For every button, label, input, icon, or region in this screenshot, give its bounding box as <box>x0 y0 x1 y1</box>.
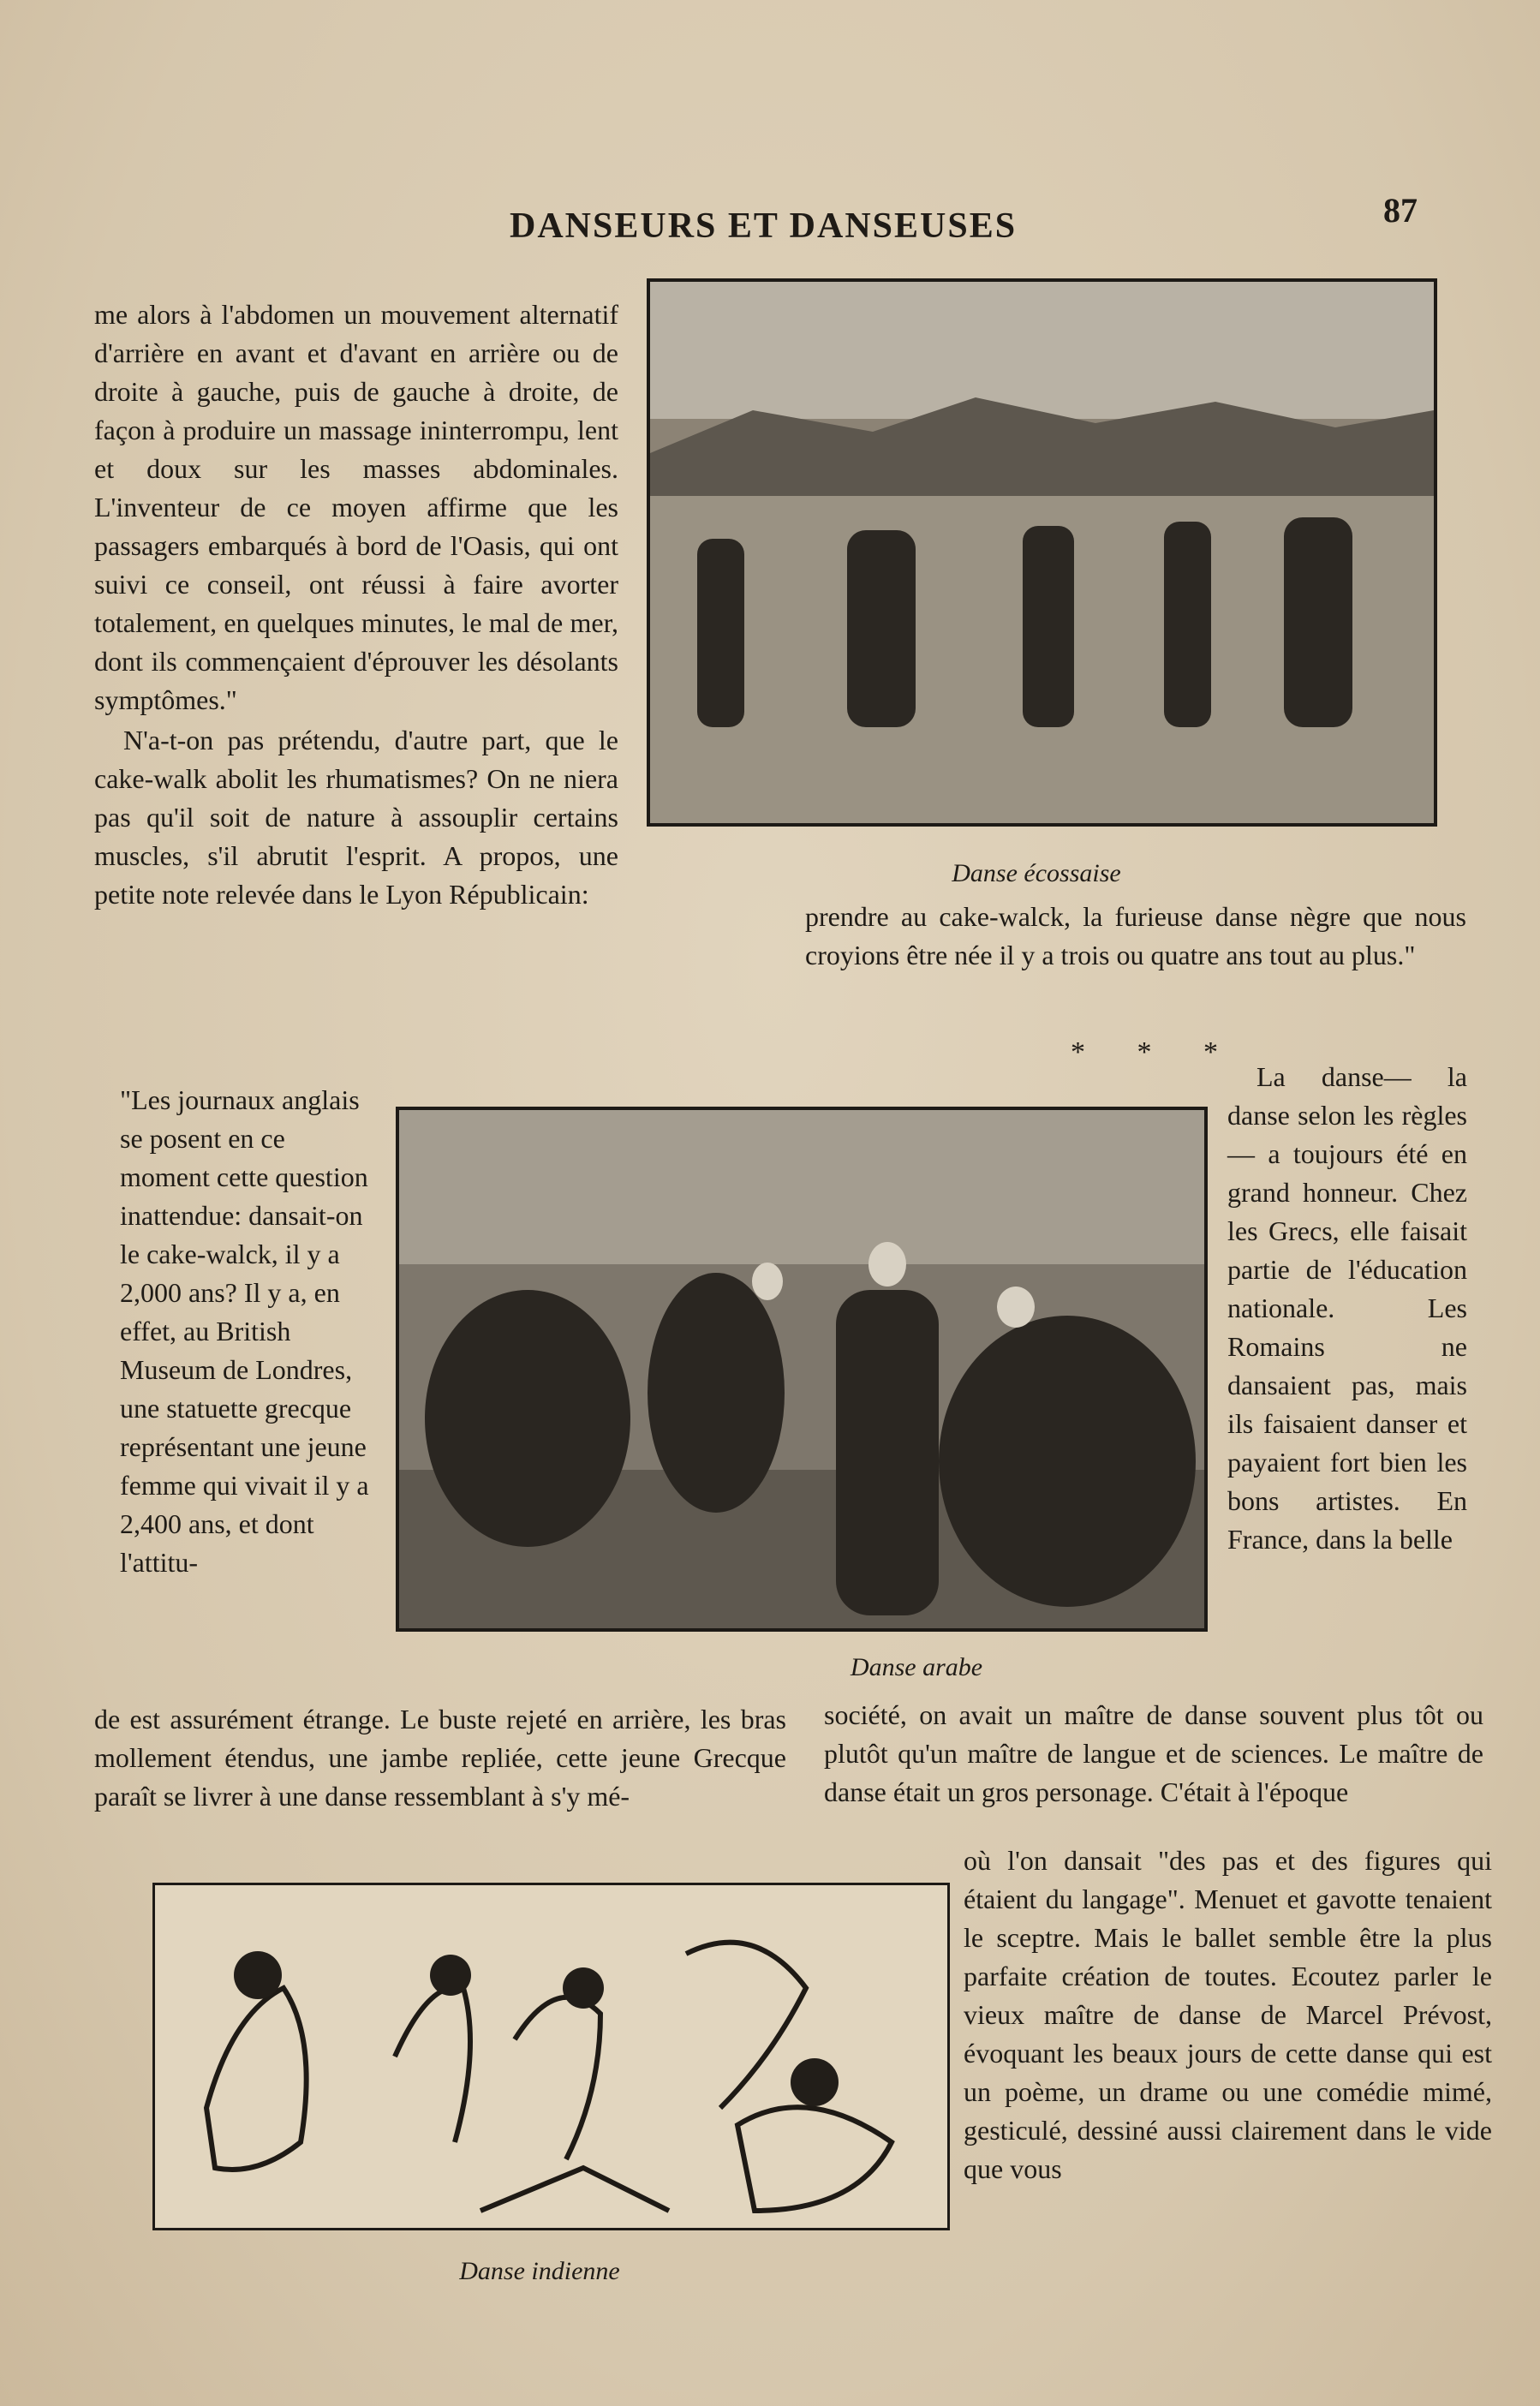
paragraph-cake-walck-end: prendre au cake-walck, la furieuse danse nègre que nous croyions être née il y a trois ou quatre ans tout au plus." <box>805 901 1466 970</box>
section-separator: * * * <box>1071 1036 1240 1068</box>
caption-danse-arabe: Danse arabe <box>850 1653 983 1681</box>
native-dancers-illustration <box>155 1885 947 2228</box>
text-right-mid <box>824 1696 1483 1812</box>
photo-danse-ecossaise <box>647 278 1437 827</box>
text-top-left <box>94 296 618 914</box>
paragraph-ballet: où l'on dansait "des pas et des figures qui étaient du langage". Menuet et gavotte tenaient le sceptre. Mais le ballet semble être la plus parfaite création de toutes. Ecoutez parler le vieux maître de danse de Marcel Prévost, évoquant les beaux jours de cette danse qui est un poème, un drame ou une comédie mimé, gesticulé, dessiné aussi clairement dans le vide que vous <box>964 1845 1492 2184</box>
caption-danse-indienne: Danse indienne <box>459 2257 620 2285</box>
arab-dancers-image <box>399 1110 1204 1628</box>
text-quote-continuation <box>94 1700 786 1816</box>
photo-danse-arabe <box>396 1107 1208 1632</box>
paragraph-maitre-danse: société, on avait un maître de danse souvent plus tôt ou plutôt qu'un maître de langue et de sciences. Le maître de danse était un gros personage. C'était à l'époque <box>824 1699 1483 1807</box>
illustration-danse-indienne <box>152 1883 950 2230</box>
paragraph-quote: "Les journaux anglais se posent en ce moment cette question inattendue: dansait-on le cake-walck, il y a 2,000 ans? Il y a, en effet, au British Museum de Londres, une statuette grecque représentant une jeune femme qui vivait il y a 2,400 ans, et dont l'attitu- <box>120 1084 369 1578</box>
paragraph-massage: me alors à l'abdomen un mouvement alternatif d'arrière en avant et d'avant en arrière ou de droite à gauche, puis de gauche à droite, de façon à produire un massage ininterrompu, lent et doux sur les masses abdominales. L'inventeur de ce moyen affirme que les passagers embarqués à bord de l'Oasis, qui ont suivi ce conseil, ont réussi à faire avorter totalement, en quelques minutes, le mal de mer, dont ils commençaient d'éprouver les désolants symptômes." <box>94 299 618 715</box>
page-title: DANSEURS ET DANSEUSES <box>510 206 1018 246</box>
page-number: 87 <box>1383 191 1418 230</box>
text-right-upper <box>805 898 1466 975</box>
text-right-narrow <box>1227 1058 1467 1559</box>
paragraph-cake-walk: N'a-t-on pas prétendu, d'autre part, que le cake-walk abolit les rhumatismes? On ne niera pas qu'il soit de nature à assouplir certains muscles, s'il abrutit l'esprit. A propos, une petite note relevée dans le Lyon Républicain: <box>94 725 618 910</box>
text-quote-left <box>120 1081 379 1582</box>
text-right-lower <box>964 1842 1492 2188</box>
paragraph-quote-end: de est assurément étrange. Le buste rejeté en arrière, les bras mollement étendus, une jambe repliée, cette jeune Grecque paraît se livrer à une danse ressemblant à s'y mé- <box>94 1704 786 1812</box>
paragraph-danse-honneur: La danse— la danse selon les règles — a toujours été en grand honneur. Chez les Grecs, elle faisait partie de l'éducation nationale. Les Romains ne dansaient pas, mais ils faisaient danser et payaient fort bien les bons artistes. En France, dans la belle <box>1227 1061 1467 1555</box>
scottish-dancers-image <box>650 282 1434 823</box>
caption-danse-ecossaise: Danse écossaise <box>952 859 1121 887</box>
